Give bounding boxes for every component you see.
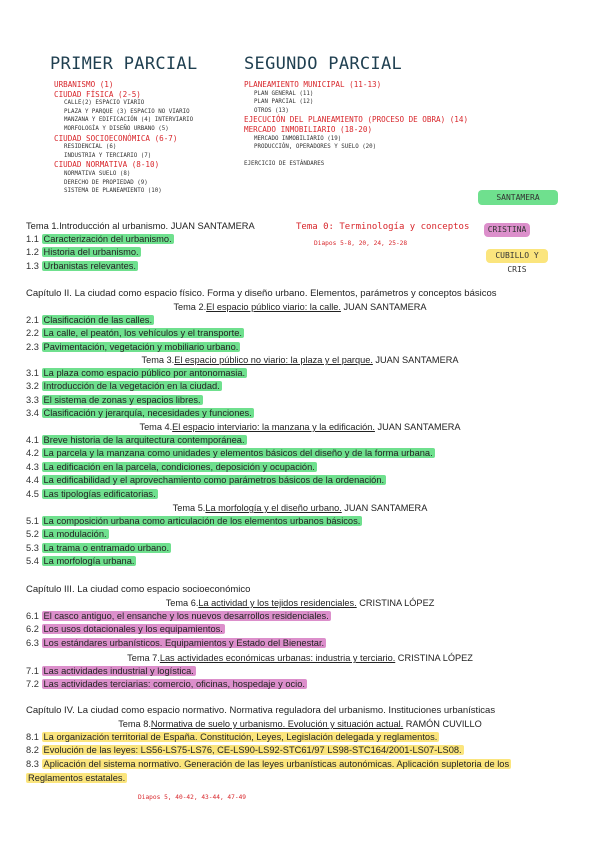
tema4-author: JUAN SANTAMERA xyxy=(374,422,461,432)
item-text: Aplicación del sistema normativo. Generación de las leyes urbanísticas autonómicas. Aplicación supletoria de los xyxy=(43,758,510,769)
item-text: La trama o entramado urbano. xyxy=(43,542,170,553)
tema6-title: La actividad y los tejidos residenciales. xyxy=(198,598,357,608)
tema1-title: Tema 1.Introducción al urbanismo. JUAN SANTAMERA xyxy=(26,221,255,231)
tema3-author: JUAN SANTAMERA xyxy=(372,355,459,365)
tema7-title: Las actividades económicas urbanas: industria y terciario. xyxy=(159,653,396,663)
segundo-note-7: PRODUCCIÓN, OPERADORES Y SUELO (20) xyxy=(254,144,377,151)
primer-note-10: NORMATIVA SUELO (8) xyxy=(64,170,131,177)
tema2-item-2 xyxy=(26,327,244,340)
item-number: 4.4 xyxy=(26,475,42,486)
tema3-item-2 xyxy=(26,380,222,393)
item-text: La edificación en la parcela, condiciones, deposición y ocupación. xyxy=(43,461,315,472)
tema2-item-3 xyxy=(26,341,240,354)
tema5-prefix: Tema 5. xyxy=(172,503,206,513)
item-text: Las actividades terciarias: comercio, oficinas, hospedaje y ocio. xyxy=(43,679,305,690)
tema4-item-2 xyxy=(26,447,435,460)
segundo-note-5: MERCADO INMOBILIARIO (18-20) xyxy=(244,124,373,134)
tema6-prefix: Tema 6. xyxy=(165,598,199,608)
tema5-title: La morfología y el diseño urbano. xyxy=(205,503,342,513)
primer-note-2: CALLE(2) ESPACIO VIARIO xyxy=(64,100,145,107)
tema7-prefix: Tema 7. xyxy=(127,653,160,663)
tema7-item-1 xyxy=(26,665,196,678)
tema2-heading xyxy=(0,301,600,313)
tema6-author: CRISTINA LÓPEZ xyxy=(356,598,435,608)
tema3-prefix: Tema 3. xyxy=(141,355,175,365)
tema7-heading xyxy=(0,652,600,664)
tema8-item-2 xyxy=(26,744,464,757)
item-text: El sistema de zonas y espacios libres. xyxy=(43,394,201,405)
item-text: El casco antiguo, el ensanche y los nuevos desarrollos residenciales. xyxy=(43,611,329,621)
tema3-item-1 xyxy=(26,367,247,380)
item-number: 7.1 xyxy=(26,666,42,676)
segundo-note-6: MERCADO INMOBILIARIO (19) xyxy=(254,135,342,142)
item-text: Caracterización del urbanismo. xyxy=(43,234,172,244)
item-number: 4.2 xyxy=(26,448,42,459)
item-text: Historia del urbanismo. xyxy=(43,247,139,258)
tema5-heading xyxy=(0,502,600,514)
primer-note-11: DERECHO DE PROPIEDAD (9) xyxy=(64,179,148,186)
bottom-diapos: Diapos 5, 40-42, 43-44, 47-49 xyxy=(138,794,247,801)
tema5-author: JUAN SANTAMERA xyxy=(341,503,428,513)
item-number: 6.3 xyxy=(26,637,42,648)
tema4-item-1 xyxy=(26,434,247,447)
segundo-note-9: EJERCICIO DE ESTÁNDARES xyxy=(244,160,325,167)
item-number: 5.1 xyxy=(26,516,42,526)
tema4-title: El espacio interviario: la manzana y la edificación. xyxy=(172,422,375,432)
tema1-item-1 xyxy=(26,233,174,246)
item-number: 2.2 xyxy=(26,328,42,339)
tema2-title: El espacio público viario: la calle. xyxy=(206,302,341,312)
tema5-item-2 xyxy=(26,528,109,541)
primer-note-8: INDUSTRIA Y TERCIARIO (7) xyxy=(64,152,152,159)
item-text: Clasificación y jerarquía, necesidades y funciones. xyxy=(43,408,252,419)
tema2-item-1 xyxy=(26,314,154,327)
segundo-note-0: PLANEAMIENTO MUNICIPAL (11-13) xyxy=(244,80,382,89)
item-number: 3.1 xyxy=(26,368,42,378)
item-number: 8.2 xyxy=(26,745,42,756)
primer-note-9: CIUDAD NORMATIVA (8-10) xyxy=(54,160,160,170)
primer-note-12: SISTEMA DE PLANEAMIENTO (10) xyxy=(64,188,162,195)
item-text: Clasificación de las calles. xyxy=(43,315,153,325)
tema4-item-3 xyxy=(26,461,317,474)
item-number: 8.3 xyxy=(26,758,42,769)
legend-cubillo: CUBILLO Y CRIS xyxy=(486,249,548,263)
tema6-item-1 xyxy=(26,610,331,623)
segundo-note-4: EJECUCIÓN DEL PLANEAMIENTO (PROCESO DE OBRA) (14) xyxy=(244,115,469,125)
segundo-parcial-notes xyxy=(244,80,468,168)
tema6-item-2 xyxy=(26,623,225,636)
tema4-item-4 xyxy=(26,474,386,487)
item-number: 2.3 xyxy=(26,341,42,352)
item-number: 3.3 xyxy=(26,394,42,405)
item-number: 1.3 xyxy=(26,260,42,271)
tema8-continuation xyxy=(26,772,127,785)
tema5-item-1 xyxy=(26,515,362,528)
item-number: 5.2 xyxy=(26,529,42,540)
item-text: La composición urbana como articulación de los elementos urbanos básicos. xyxy=(43,516,361,526)
primer-note-4: MANZANA Y EDIFICACIÓN (4) INTERVIARIO xyxy=(64,117,194,124)
item-text: La modulación. xyxy=(43,529,107,540)
tema3-item-4 xyxy=(26,407,254,420)
primer-note-1: CIUDAD FÍSICA (2-5) xyxy=(54,89,141,99)
tema8-prefix: Tema 8. xyxy=(118,719,151,729)
primer-note-6: CIUDAD SOCIOECONÓMICA (6-7) xyxy=(54,133,178,143)
segundo-parcial-title: SEGUNDO PARCIAL xyxy=(244,54,403,74)
item-number: 3.2 xyxy=(26,381,42,392)
tema2-author: JUAN SANTAMERA xyxy=(340,302,427,312)
tema5-item-3 xyxy=(26,542,171,555)
item-number: 7.2 xyxy=(26,679,42,690)
item-text: Breve historia de la arquitectura contemporánea. xyxy=(43,435,245,445)
item-text: La calle, el peatón, los vehículos y el transporte. xyxy=(43,328,242,339)
tema3-title: El espacio público no viario: la plaza y el parque. xyxy=(174,355,373,365)
tema8-item-1 xyxy=(26,731,439,744)
tema4-item-5 xyxy=(26,488,158,501)
tema7-author: CRISTINA LÓPEZ xyxy=(395,653,473,663)
tema2-prefix: Tema 2. xyxy=(173,302,207,312)
tema8-title: Normativa de suelo y urbanismo. Evolución y situación actual. xyxy=(150,719,404,729)
tema3-heading xyxy=(0,354,600,366)
legend-cristina: CRISTINA xyxy=(484,223,530,237)
chapter-3-title: Capítulo III. La ciudad como espacio socioeconómico xyxy=(26,584,251,595)
item-text: Urbanistas relevantes. xyxy=(43,260,137,271)
item-number: 6.2 xyxy=(26,624,42,635)
item-number: 5.3 xyxy=(26,542,42,553)
legend-santamera: SANTAMERA xyxy=(478,190,558,205)
item-text: Las actividades industrial y logística. xyxy=(43,666,194,676)
tema7-item-2 xyxy=(26,678,307,691)
item-number: 3.4 xyxy=(26,408,42,419)
segundo-note-8 xyxy=(244,152,468,160)
item-number: 5.4 xyxy=(26,556,42,567)
primer-parcial-title: PRIMER PARCIAL xyxy=(50,54,198,74)
primer-note-3: PLAZA Y PARQUE (3) ESPACIO NO VIARIO xyxy=(64,108,190,115)
segundo-note-1: PLAN GENERAL (11) xyxy=(254,90,314,97)
item-text: Pavimentación, vegetación y mobiliario urbano. xyxy=(43,341,239,352)
item-number: 1.2 xyxy=(26,247,42,258)
item-number: 8.1 xyxy=(26,732,42,742)
tema6-heading xyxy=(0,597,600,609)
tema8-continuation-text: Reglamentos estatales. xyxy=(28,773,126,783)
primer-note-7: RESIDENCIAL (6) xyxy=(64,144,117,151)
item-number: 6.1 xyxy=(26,611,42,621)
chapter-4-title: Capítulo IV. La ciudad como espacio normativo. Normativa reguladora del urbanismo. Instituciones urbanísticas xyxy=(26,705,496,716)
tema8-author: RAMÓN CUVILLO xyxy=(403,719,482,729)
item-number: 4.3 xyxy=(26,461,42,472)
tema0-diapos: Diapos 5-8, 20, 24, 25-28 xyxy=(314,240,408,247)
item-text: La organización territorial de España. Constitución, Leyes, Legislación delegada y reglamentos. xyxy=(43,732,438,742)
tema4-heading xyxy=(0,421,600,433)
item-text: La edificabilidad y el aprovechamiento como parámetros básicos de la ordenación. xyxy=(43,475,385,486)
segundo-note-3: OTROS (13) xyxy=(254,107,289,114)
item-number: 4.1 xyxy=(26,435,42,445)
chapter-2-title: Capítulo II. La ciudad como espacio físico. Forma y diseño urbano. Elementos, parámetros y conceptos básicos xyxy=(26,288,497,299)
tema8-item-3 xyxy=(26,758,511,771)
tema5-item-4 xyxy=(26,555,136,568)
item-number: 2.1 xyxy=(26,315,42,325)
primer-parcial-notes xyxy=(54,80,193,196)
item-text: Evolución de las leyes: LS56-LS75-LS76, CE-LS90-LS92-STC61/97 LS98-STC164/2001-LS07-LS08. xyxy=(43,745,462,756)
tema8-heading xyxy=(0,718,600,730)
tema0-note: Tema 0: Terminología y conceptos xyxy=(296,222,470,232)
item-text: Los usos dotacionales y los equipamientos. xyxy=(43,624,223,635)
tema4-prefix: Tema 4. xyxy=(139,422,173,432)
primer-note-5: MORFOLOGÍA Y DISEÑO URBANO (5) xyxy=(64,125,169,132)
item-text: Introducción de la vegetación en la ciudad. xyxy=(43,381,220,392)
item-text: La parcela y la manzana como unidades y elementos básicos del diseño y de la forma urbana. xyxy=(43,448,433,459)
item-text: Los estándares urbanísticos. Equipamientos y Estado del Bienestar. xyxy=(43,637,325,648)
tema3-item-3 xyxy=(26,394,203,407)
item-number: 4.5 xyxy=(26,488,42,499)
item-text: La morfología urbana. xyxy=(43,556,135,567)
item-number: 1.1 xyxy=(26,234,42,244)
tema6-item-3 xyxy=(26,637,326,650)
tema1-item-2 xyxy=(26,246,141,259)
primer-note-0: URBANISMO (1) xyxy=(54,80,114,89)
segundo-note-2: PLAN PARCIAL (12) xyxy=(254,99,314,106)
tema1-item-3 xyxy=(26,260,138,273)
item-text: La plaza como espacio público por antonomasia. xyxy=(43,368,246,378)
item-text: Las tipologías edificatorias. xyxy=(43,488,156,499)
